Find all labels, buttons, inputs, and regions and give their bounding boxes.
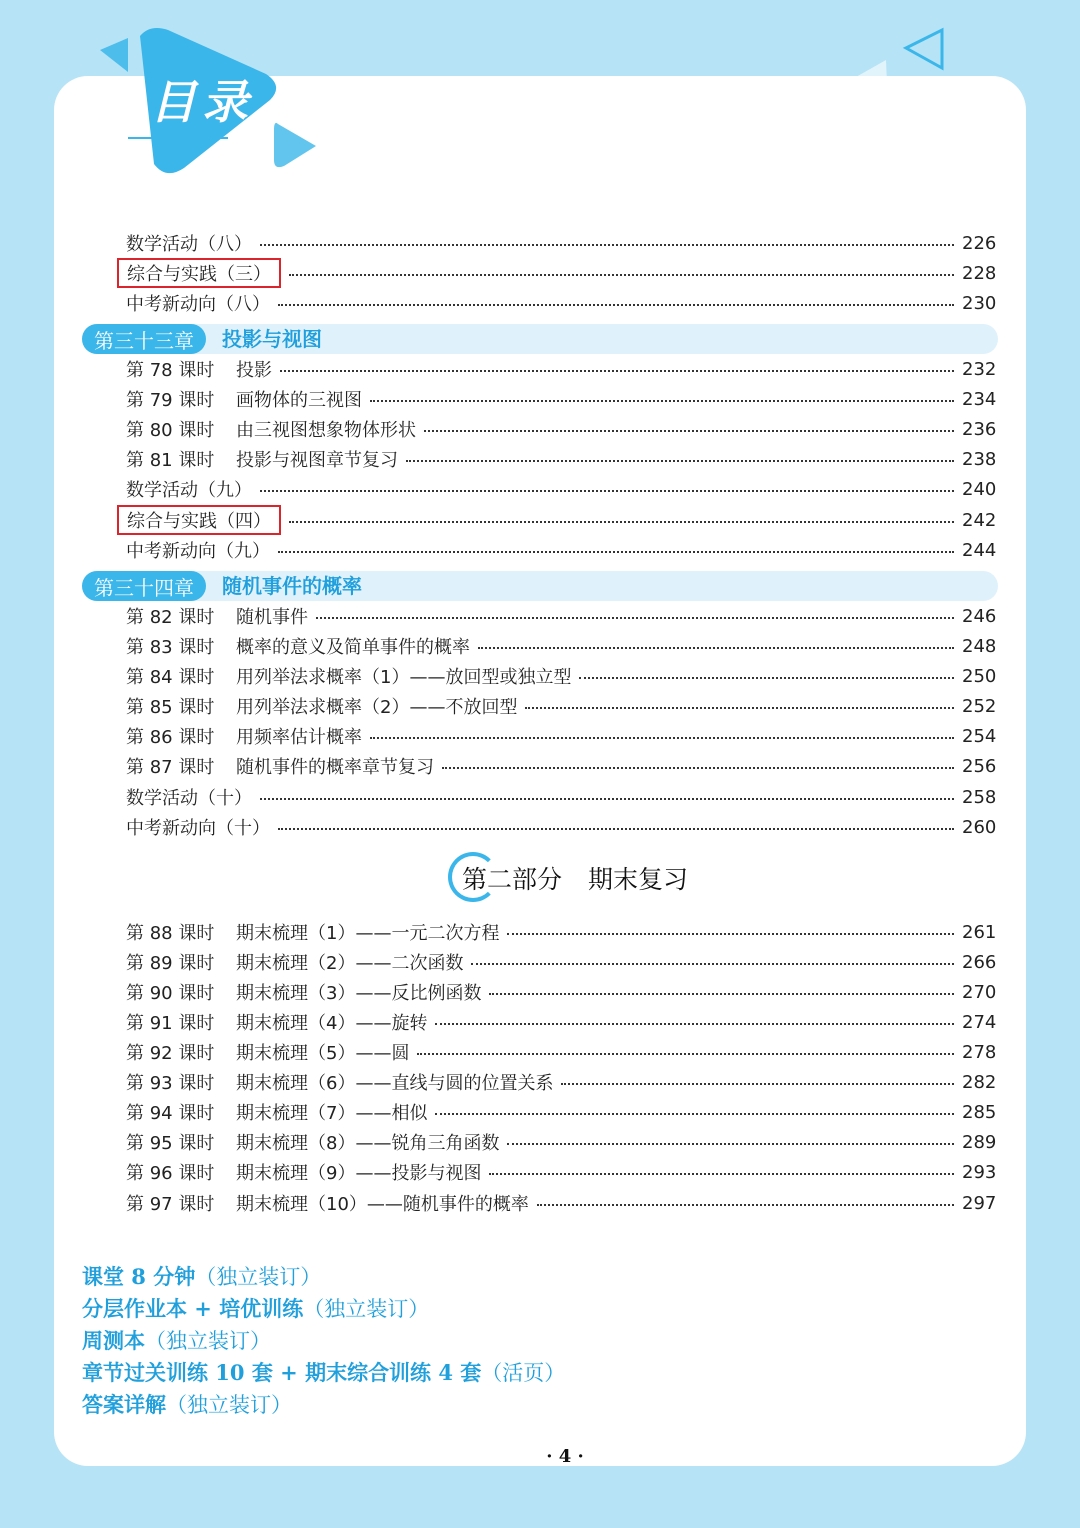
- toc-row[interactable]: [126, 1097, 996, 1127]
- toc-row-lesson: 第 79 课时: [126, 390, 215, 411]
- part-heading-text: [462, 860, 688, 896]
- toc-row[interactable]: [126, 721, 996, 751]
- toc-row-page: 261: [962, 921, 997, 943]
- toc-row-lesson-highlighted: 综合与实践（四）: [117, 505, 281, 535]
- toc-row-title: 期末梳理（5）——圆: [236, 1043, 410, 1064]
- leader-dots: [370, 737, 954, 739]
- toc-row-page: 230: [962, 292, 997, 314]
- toc-row-lesson: 第 97 课时: [126, 1194, 215, 1215]
- leader-dots: [579, 677, 954, 679]
- toc-row-title: 期末梳理（4）——旋转: [236, 1013, 428, 1034]
- toc-row-lesson: 第 84 课时: [126, 667, 215, 688]
- supplement-name: 周测本: [82, 1328, 145, 1353]
- toc-row-page: 226: [962, 232, 997, 254]
- toc-row-title: 随机事件: [236, 607, 308, 628]
- toc-row-page: 285: [962, 1101, 997, 1123]
- leader-dots: [417, 1053, 954, 1055]
- leader-dots: [478, 647, 954, 649]
- part-heading[interactable]: [448, 850, 748, 906]
- toc-row-title: 由三视图想象物体形状: [236, 420, 416, 441]
- toc-row-title: 用频率估计概率: [236, 727, 362, 748]
- toc-row[interactable]: [126, 354, 996, 384]
- supplement-name: 分层作业本 + 培优训练: [82, 1296, 304, 1321]
- toc-row-page: 246: [962, 605, 997, 627]
- toc-row-lesson: 第 90 课时: [126, 983, 215, 1004]
- leader-dots: [278, 304, 954, 306]
- leader-dots: [316, 617, 954, 619]
- toc-row-page: 238: [962, 448, 997, 470]
- toc-row-lesson: 第 86 课时: [126, 727, 215, 748]
- toc-row-lesson: 第 87 课时: [126, 757, 215, 778]
- toc-row-page: 282: [962, 1071, 997, 1093]
- toc-row-title: 画物体的三视图: [236, 390, 362, 411]
- leader-dots: [278, 828, 954, 830]
- toc-row-page: 248: [962, 635, 997, 657]
- toc-row[interactable]: [126, 1127, 996, 1157]
- toc-row[interactable]: [126, 631, 996, 661]
- toc-row[interactable]: [126, 977, 996, 1007]
- toc-row-page: 254: [962, 725, 997, 747]
- part-title: 期末复习: [588, 865, 689, 894]
- toc-row-lesson: 中考新动向（十）: [126, 818, 270, 839]
- toc-row[interactable]: [126, 444, 996, 474]
- leader-dots: [424, 430, 954, 432]
- toc-row-lesson: 第 96 课时: [126, 1163, 215, 1184]
- supplement-note: （独立装订）: [195, 1265, 322, 1289]
- toc-row-title: 期末梳理（7）——相似: [236, 1103, 428, 1124]
- supplement-name: 课堂 8 分钟: [82, 1264, 196, 1289]
- leader-dots: [435, 1023, 954, 1025]
- toc-row-page: 260: [962, 816, 997, 838]
- toc-row-title: 随机事件的概率章节复习: [236, 757, 434, 778]
- toc-row-lesson: 第 91 课时: [126, 1013, 215, 1034]
- toc-row[interactable]: [126, 1037, 996, 1067]
- toc-row[interactable]: [126, 1067, 996, 1097]
- supplement-item[interactable]: [82, 1293, 429, 1323]
- toc-row-page: 278: [962, 1041, 997, 1063]
- toc-row-lesson: 数学活动（九）: [126, 480, 252, 501]
- leader-dots: [489, 1173, 954, 1175]
- toc-row-lesson: 第 95 课时: [126, 1133, 215, 1154]
- toc-row[interactable]: [126, 782, 996, 812]
- leader-dots: [289, 274, 954, 276]
- supplement-note: （活页）: [481, 1361, 566, 1385]
- toc-row-page: 289: [962, 1131, 997, 1153]
- supplement-note: （独立装订）: [145, 1329, 271, 1353]
- toc-row-title: 投影: [236, 360, 272, 381]
- supplement-item[interactable]: [82, 1389, 292, 1419]
- supplement-note: （独立装订）: [303, 1297, 430, 1321]
- toc-row-page: 274: [962, 1011, 997, 1033]
- part-label: 第二部分: [462, 865, 563, 894]
- toc-row[interactable]: [126, 228, 996, 258]
- toc-row[interactable]: [126, 384, 996, 414]
- leader-dots: [507, 933, 954, 935]
- toc-row[interactable]: [126, 414, 996, 444]
- leader-dots: [406, 460, 954, 462]
- page-number: · 4 ·: [546, 1446, 584, 1467]
- toc-row-title: 期末梳理（8）——锐角三角函数: [236, 1133, 500, 1154]
- toc-row[interactable]: [126, 258, 996, 288]
- toc-row[interactable]: [126, 661, 996, 691]
- toc-row-lesson: 第 93 课时: [126, 1073, 215, 1094]
- leader-dots: [561, 1083, 954, 1085]
- toc-row[interactable]: [126, 1188, 996, 1218]
- toc-row-lesson: 第 88 课时: [126, 923, 215, 944]
- toc-row[interactable]: [126, 691, 996, 721]
- supplement-item[interactable]: [82, 1325, 271, 1355]
- toc-row-page: 270: [962, 981, 997, 1003]
- toc-row-lesson-highlighted: 综合与实践（三）: [117, 258, 281, 288]
- leader-dots: [525, 707, 954, 709]
- chapter-heading[interactable]: [82, 324, 998, 354]
- toc-row-lesson: 第 81 课时: [126, 450, 215, 471]
- toc-row[interactable]: [126, 288, 996, 318]
- toc-row-lesson: 第 85 课时: [126, 697, 215, 718]
- toc-row-lesson: 中考新动向（八）: [126, 294, 270, 315]
- leader-dots: [289, 521, 954, 523]
- leader-dots: [507, 1143, 954, 1145]
- leader-dots: [260, 798, 954, 800]
- corner-decoration: [830, 20, 960, 120]
- toc-row-lesson: 数学活动（八）: [126, 234, 252, 255]
- chapter-number-tag: 第三十四章: [82, 571, 206, 601]
- toc-row-page: 228: [962, 262, 997, 284]
- toc-row[interactable]: [126, 917, 996, 947]
- toc-row-title: 用列举法求概率（2）——不放回型: [236, 697, 518, 718]
- chapter-title: 随机事件的概率: [222, 574, 362, 598]
- leader-dots: [471, 963, 954, 965]
- toc-row[interactable]: [126, 601, 996, 631]
- toc-row-page: 240: [962, 478, 997, 500]
- toc-row[interactable]: [126, 505, 996, 535]
- toc-row-page: 293: [962, 1161, 997, 1183]
- toc-row-lesson: 第 82 课时: [126, 607, 215, 628]
- toc-row-lesson: 第 78 课时: [126, 360, 215, 381]
- leader-dots: [280, 370, 954, 372]
- leader-dots: [435, 1113, 954, 1115]
- toc-row-title: 用列举法求概率（1）——放回型或独立型: [236, 667, 572, 688]
- supplement-name: 答案详解: [82, 1392, 166, 1417]
- toc-row[interactable]: [126, 947, 996, 977]
- toc-row-page: 256: [962, 755, 997, 777]
- toc-row-title: 期末梳理（2）——二次函数: [236, 953, 464, 974]
- chapter-title: 投影与视图: [222, 327, 322, 351]
- supplement-item[interactable]: [82, 1357, 565, 1387]
- toc-row-lesson: 第 83 课时: [126, 637, 215, 658]
- toc-row[interactable]: [126, 1007, 996, 1037]
- toc-row-lesson: 第 80 课时: [126, 420, 215, 441]
- toc-row-page: 252: [962, 695, 997, 717]
- toc-row[interactable]: [126, 1157, 996, 1187]
- toc-row[interactable]: [126, 812, 996, 842]
- toc-row-page: 297: [962, 1192, 997, 1214]
- toc-row-page: 266: [962, 951, 997, 973]
- chapter-heading[interactable]: [82, 571, 998, 601]
- supplement-name: 章节过关训练 10 套 + 期末综合训练 4 套: [82, 1360, 482, 1385]
- page-title: 目录: [150, 75, 254, 129]
- leader-dots: [537, 1204, 954, 1206]
- toc-row-title: 期末梳理（3）——反比例函数: [236, 983, 482, 1004]
- leader-dots: [260, 244, 954, 246]
- toc-row-lesson: 第 92 课时: [126, 1043, 215, 1064]
- toc-row-page: 250: [962, 665, 997, 687]
- leader-dots: [370, 400, 954, 402]
- toc-row-lesson: 中考新动向（九）: [126, 541, 270, 562]
- toc-row-page: 244: [962, 539, 997, 561]
- toc-row-title: 投影与视图章节复习: [236, 450, 398, 471]
- toc-row-page: 236: [962, 418, 997, 440]
- toc-row-page: 232: [962, 358, 997, 380]
- toc-row-title: 期末梳理（9）——投影与视图: [236, 1163, 482, 1184]
- chapter-number-tag: 第三十三章: [82, 324, 206, 354]
- toc-row-title: 期末梳理（10）——随机事件的概率: [236, 1194, 529, 1215]
- toc-row-page: 258: [962, 786, 997, 808]
- toc-row-title: 期末梳理（6）——直线与圆的位置关系: [236, 1073, 554, 1094]
- toc-row[interactable]: [126, 535, 996, 565]
- supplement-note: （独立装订）: [166, 1393, 292, 1417]
- leader-dots: [489, 993, 954, 995]
- toc-row[interactable]: [126, 474, 996, 504]
- toc-row-title: 期末梳理（1）——一元二次方程: [236, 923, 500, 944]
- toc-row-lesson: 数学活动（十）: [126, 788, 252, 809]
- supplement-item[interactable]: [82, 1261, 321, 1291]
- toc-row-lesson: 第 94 课时: [126, 1103, 215, 1124]
- toc-row-lesson: 第 89 课时: [126, 953, 215, 974]
- leader-dots: [278, 551, 954, 553]
- toc-row-page: 242: [962, 509, 997, 531]
- leader-dots: [260, 490, 954, 492]
- toc-row[interactable]: [126, 751, 996, 781]
- toc-row-title: 概率的意义及简单事件的概率: [236, 637, 470, 658]
- toc-row-page: 234: [962, 388, 997, 410]
- leader-dots: [442, 767, 954, 769]
